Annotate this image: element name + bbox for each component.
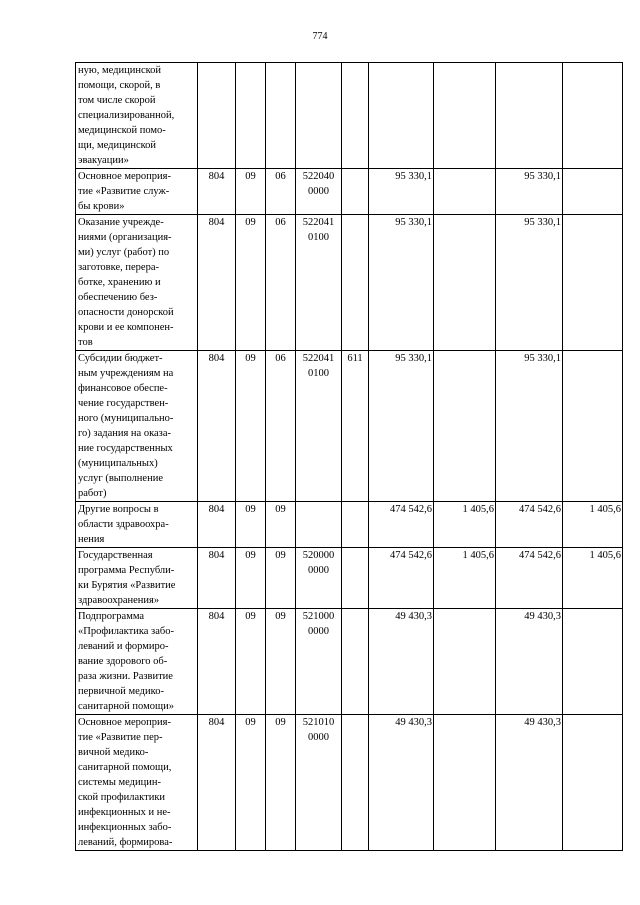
table-row — [76, 609, 623, 715]
amount-subvention-1 — [434, 715, 496, 851]
target-article-code: 520000 0000 — [296, 548, 342, 609]
amount-total-2: 95 330,1 — [496, 351, 563, 502]
amount-total-1: 95 330,1 — [369, 169, 434, 215]
section-code: 09 — [236, 215, 266, 351]
target-article-code — [296, 63, 342, 169]
section-code: 09 — [236, 609, 266, 715]
amount-subvention-1: 1 405,6 — [434, 502, 496, 548]
expense-type-code — [342, 502, 369, 548]
ved-code: 804 — [198, 169, 236, 215]
budget-table — [75, 62, 623, 851]
subsection-code: 09 — [266, 609, 296, 715]
amount-subvention-1 — [434, 351, 496, 502]
expense-type-code — [342, 715, 369, 851]
amount-subvention-2 — [563, 351, 623, 502]
subsection-code: 06 — [266, 215, 296, 351]
ved-code: 804 — [198, 609, 236, 715]
ved-code: 804 — [198, 215, 236, 351]
amount-subvention-2 — [563, 215, 623, 351]
ved-code — [198, 63, 236, 169]
target-article-code: 522040 0000 — [296, 169, 342, 215]
row-name: Государственная программа Республи- ки Бурятия «Развитие здравоохранения» — [76, 548, 198, 609]
amount-total-2: 474 542,6 — [496, 502, 563, 548]
page-number: 774 — [312, 31, 328, 42]
target-article-code: 521010 0000 — [296, 715, 342, 851]
amount-total-2: 474 542,6 — [496, 548, 563, 609]
ved-code: 804 — [198, 502, 236, 548]
amount-subvention-2: 1 405,6 — [563, 502, 623, 548]
amount-subvention-1: 1 405,6 — [434, 548, 496, 609]
section-code: 09 — [236, 548, 266, 609]
section-code: 09 — [236, 169, 266, 215]
ved-code: 804 — [198, 351, 236, 502]
amount-total-2: 49 430,3 — [496, 609, 563, 715]
table-row — [76, 63, 623, 169]
amount-subvention-2 — [563, 169, 623, 215]
amount-subvention-1 — [434, 169, 496, 215]
expense-type-code — [342, 609, 369, 715]
amount-total-2: 49 430,3 — [496, 715, 563, 851]
amount-subvention-1 — [434, 63, 496, 169]
amount-total-1: 95 330,1 — [369, 215, 434, 351]
section-code: 09 — [236, 502, 266, 548]
section-code — [236, 63, 266, 169]
target-article-code: 522041 0100 — [296, 351, 342, 502]
row-name: Субсидии бюджет- ным учреждениям на финансовое обеспе- чение государствен- ного (муниципально- го) задания на оказа- ние государственных (муниципальных) услуг (выполнение работ) — [76, 351, 198, 502]
section-code: 09 — [236, 351, 266, 502]
row-name: Основное мероприя- тие «Развитие служ- бы крови» — [76, 169, 198, 215]
row-name: Основное мероприя- тие «Развитие пер- вичной медико- санитарной помощи, системы медицин- ской профилактики инфекционных и не- инфекционных забо- леваний, формирова- — [76, 715, 198, 851]
subsection-code: 09 — [266, 502, 296, 548]
amount-subvention-2 — [563, 63, 623, 169]
table-row — [76, 715, 623, 851]
expense-type-code — [342, 63, 369, 169]
section-code: 09 — [236, 715, 266, 851]
amount-total-1: 474 542,6 — [369, 548, 434, 609]
table-body — [76, 63, 623, 851]
table-row — [76, 351, 623, 502]
expense-type-code: 611 — [342, 351, 369, 502]
row-name: ную, медицинской помощи, скорой, в том числе скорой специализированной, медицинской помо- щи, медицинской эвакуации» — [76, 63, 198, 169]
amount-subvention-1 — [434, 215, 496, 351]
table-row — [76, 502, 623, 548]
ved-code: 804 — [198, 715, 236, 851]
ved-code: 804 — [198, 548, 236, 609]
amount-total-1 — [369, 63, 434, 169]
amount-total-1: 49 430,3 — [369, 609, 434, 715]
table-row — [76, 548, 623, 609]
subsection-code: 06 — [266, 351, 296, 502]
amount-subvention-1 — [434, 609, 496, 715]
amount-total-2 — [496, 63, 563, 169]
table-row — [76, 215, 623, 351]
row-name: Оказание учрежде- ниями (организация- ми) услуг (работ) по заготовке, перера- ботке, хранению и обеспечению без- опасности донорской крови и ее компонен- тов — [76, 215, 198, 351]
expense-type-code — [342, 548, 369, 609]
row-name: Подпрограмма «Профилактика забо- леваний и формиро- вание здорового об- раза жизни. Развитие первичной медико- санитарной помощи» — [76, 609, 198, 715]
amount-total-1: 95 330,1 — [369, 351, 434, 502]
amount-subvention-2 — [563, 609, 623, 715]
target-article-code: 521000 0000 — [296, 609, 342, 715]
row-name: Другие вопросы в области здравоохра- нения — [76, 502, 198, 548]
table-row — [76, 169, 623, 215]
subsection-code: 09 — [266, 715, 296, 851]
amount-total-2: 95 330,1 — [496, 215, 563, 351]
target-article-code — [296, 502, 342, 548]
expense-type-code — [342, 215, 369, 351]
amount-subvention-2 — [563, 715, 623, 851]
amount-total-2: 95 330,1 — [496, 169, 563, 215]
subsection-code — [266, 63, 296, 169]
subsection-code: 06 — [266, 169, 296, 215]
amount-subvention-2: 1 405,6 — [563, 548, 623, 609]
amount-total-1: 49 430,3 — [369, 715, 434, 851]
subsection-code: 09 — [266, 548, 296, 609]
target-article-code: 522041 0100 — [296, 215, 342, 351]
expense-type-code — [342, 169, 369, 215]
amount-total-1: 474 542,6 — [369, 502, 434, 548]
